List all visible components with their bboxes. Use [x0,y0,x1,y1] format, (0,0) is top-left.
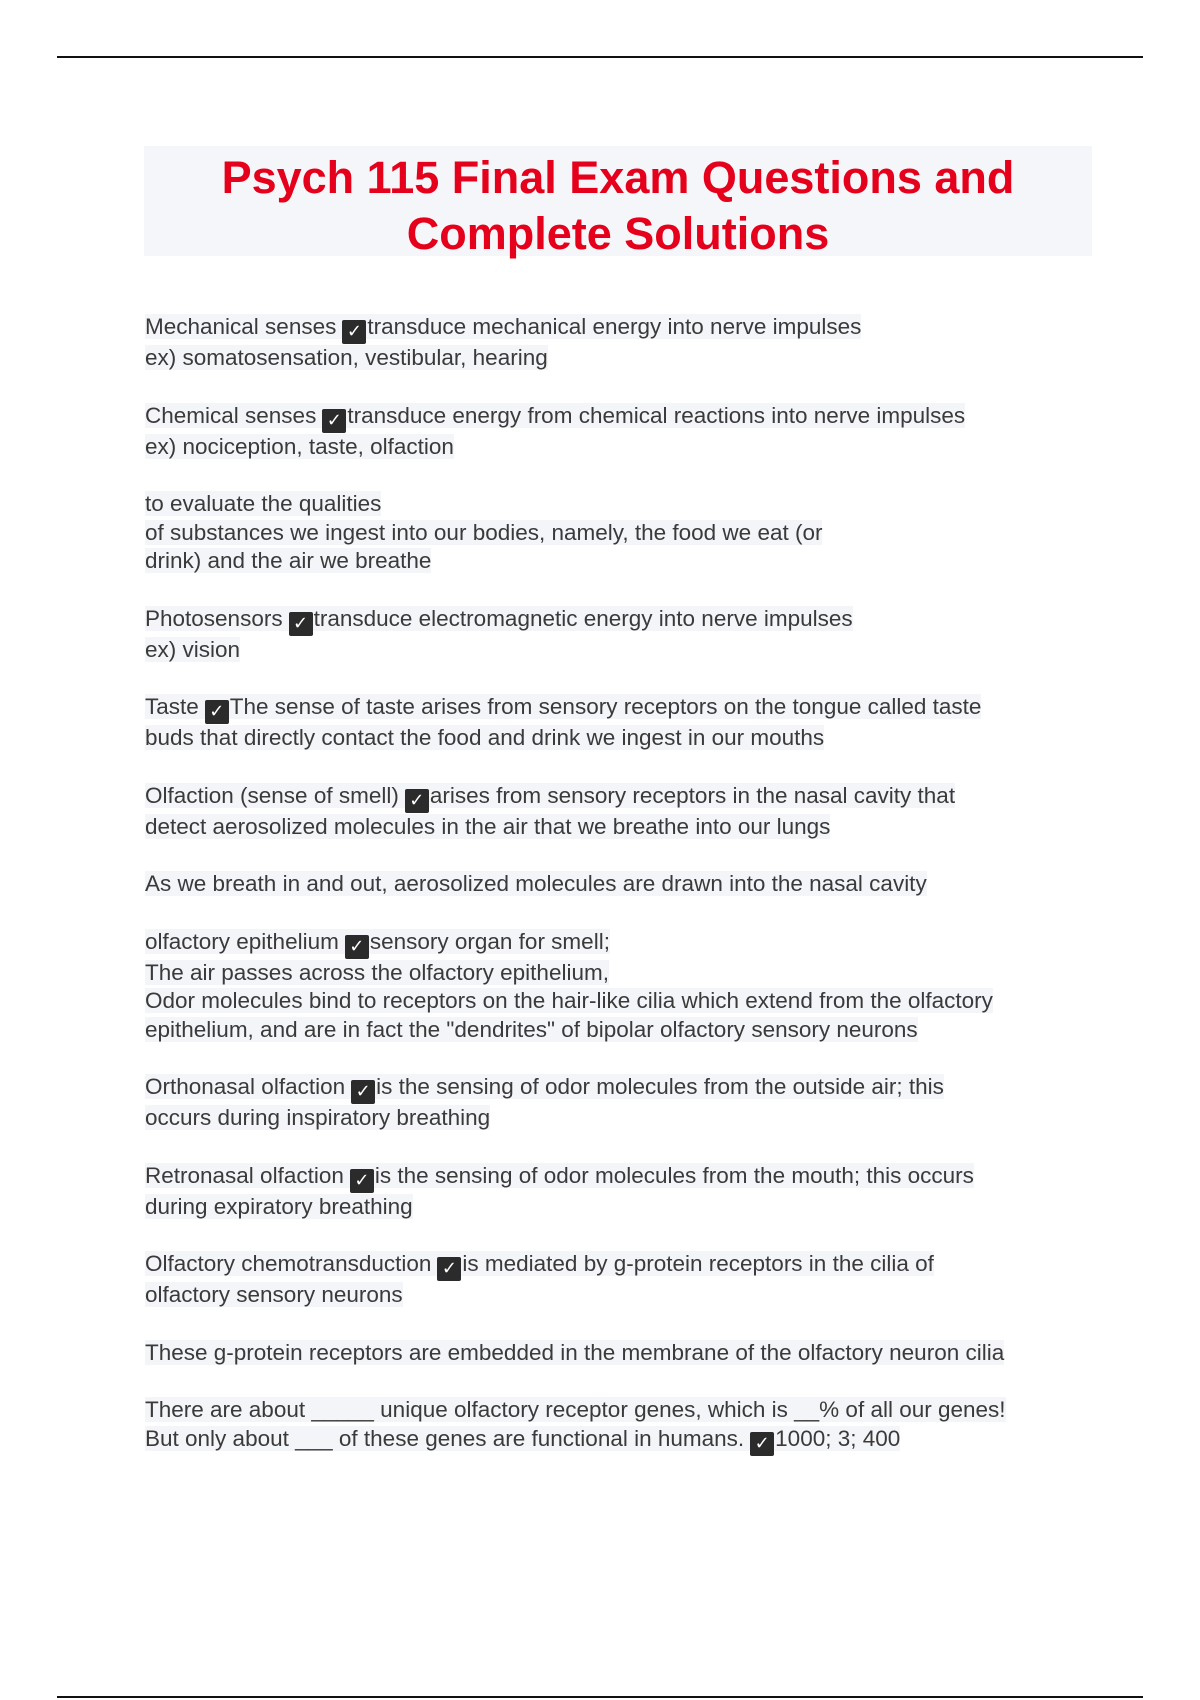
entry-answer: 1000; 3; 400 [775,1425,901,1451]
entry-extra: ex) vision [145,636,241,662]
title-banner [144,146,1092,259]
qa-entry [145,928,1095,1045]
entry-extra: during expiratory breathing [145,1193,413,1219]
entry-definition: is the sensing of odor molecules from the outside air; this [376,1074,944,1099]
qa-entry [145,1396,1095,1456]
qa-entry [145,605,1095,665]
entry-term: Orthonasal olfaction [145,1074,346,1099]
question-line: There are about _____ unique olfactory receptor genes, which is __% of all our genes! [145,1397,1006,1422]
checkmark-icon: ✓ [289,612,313,636]
note-line: These g-protein receptors are embedded in the membrane of the olfactory neuron cilia [145,1339,1005,1365]
entry-extra: occurs during inspiratory breathing [145,1105,491,1130]
qa-list [145,313,1095,1485]
note-line: drink) and the air we breathe [145,548,432,573]
note-paragraph [145,1339,1095,1368]
checkmark-icon: ✓ [342,320,366,344]
checkmark-icon: ✓ [437,1257,461,1281]
title-line-1: Psych 115 Final Exam Questions and [221,152,1015,203]
note-paragraph [145,870,1095,899]
qa-entry [145,1250,1095,1310]
entry-term: Mechanical senses [145,314,337,339]
qa-entry [145,1162,1095,1222]
qa-entry [145,1073,1095,1133]
entry-term: Retronasal olfaction [145,1162,344,1188]
note-line: As we breath in and out, aerosolized molecules are drawn into the nasal cavity [145,871,927,896]
entry-definition: sensory organ for smell; [369,928,610,954]
entry-term: olfactory epithelium [145,928,339,954]
entry-definition: transduce electromagnetic energy into nerve impulses [313,605,853,631]
checkmark-icon: ✓ [350,1169,374,1193]
entry-term: Olfactory chemotransduction [145,1251,432,1276]
header-rule [57,56,1143,58]
entry-definition: arises from sensory receptors in the nasal cavity that [429,782,956,808]
entry-definition: is mediated by g-protein receptors in the cilia of [462,1251,934,1276]
checkmark-icon: ✓ [750,1432,774,1456]
entry-definition: is the sensing of odor molecules from the mouth; this occurs [374,1162,974,1188]
entry-extra: detect aerosolized molecules in the air that we breathe into our lungs [145,813,831,839]
checkmark-icon: ✓ [345,935,369,959]
entry-extra: epithelium, and are in fact the "dendrites" of bipolar olfactory sensory neurons [145,1016,918,1042]
checkmark-icon: ✓ [351,1080,375,1104]
entry-definition: The sense of taste arises from sensory receptors on the tongue called taste [229,694,982,719]
title-line-2: Complete Solutions [406,208,830,259]
entry-extra: Odor molecules bind to receptors on the hair-like cilia which extend from the olfactory [145,988,993,1013]
entry-extra: ex) nociception, taste, olfaction [145,433,454,459]
checkmark-icon: ✓ [205,700,229,724]
entry-term: Chemical senses [145,402,317,428]
entry-definition: transduce mechanical energy into nerve impulses [367,314,862,339]
qa-entry [145,313,1095,373]
checkmark-icon: ✓ [405,789,429,813]
question-line: But only about ___ of these genes are functional in humans. [145,1425,745,1451]
entry-term: Olfaction (sense of smell) [145,782,399,808]
note-line: to evaluate the qualities [145,491,382,516]
note-line: of substances we ingest into our bodies, namely, the food we eat (or [145,519,823,545]
entry-term: Taste [145,694,199,719]
entry-extra: buds that directly contact the food and drink we ingest in our mouths [145,725,825,750]
document-title [144,146,1092,262]
entry-extra: olfactory sensory neurons [145,1282,403,1307]
entry-definition: transduce energy from chemical reactions into nerve impulses [347,402,966,428]
entry-term: Photosensors [145,605,283,631]
qa-entry [145,402,1095,462]
qa-entry [145,782,1095,842]
footer-rule [57,1696,1143,1698]
note-paragraph [145,490,1095,576]
entry-extra: ex) somatosensation, vestibular, hearing [145,345,548,370]
qa-entry [145,693,1095,753]
checkmark-icon: ✓ [322,409,346,433]
entry-extra: The air passes across the olfactory epithelium, [145,959,609,985]
